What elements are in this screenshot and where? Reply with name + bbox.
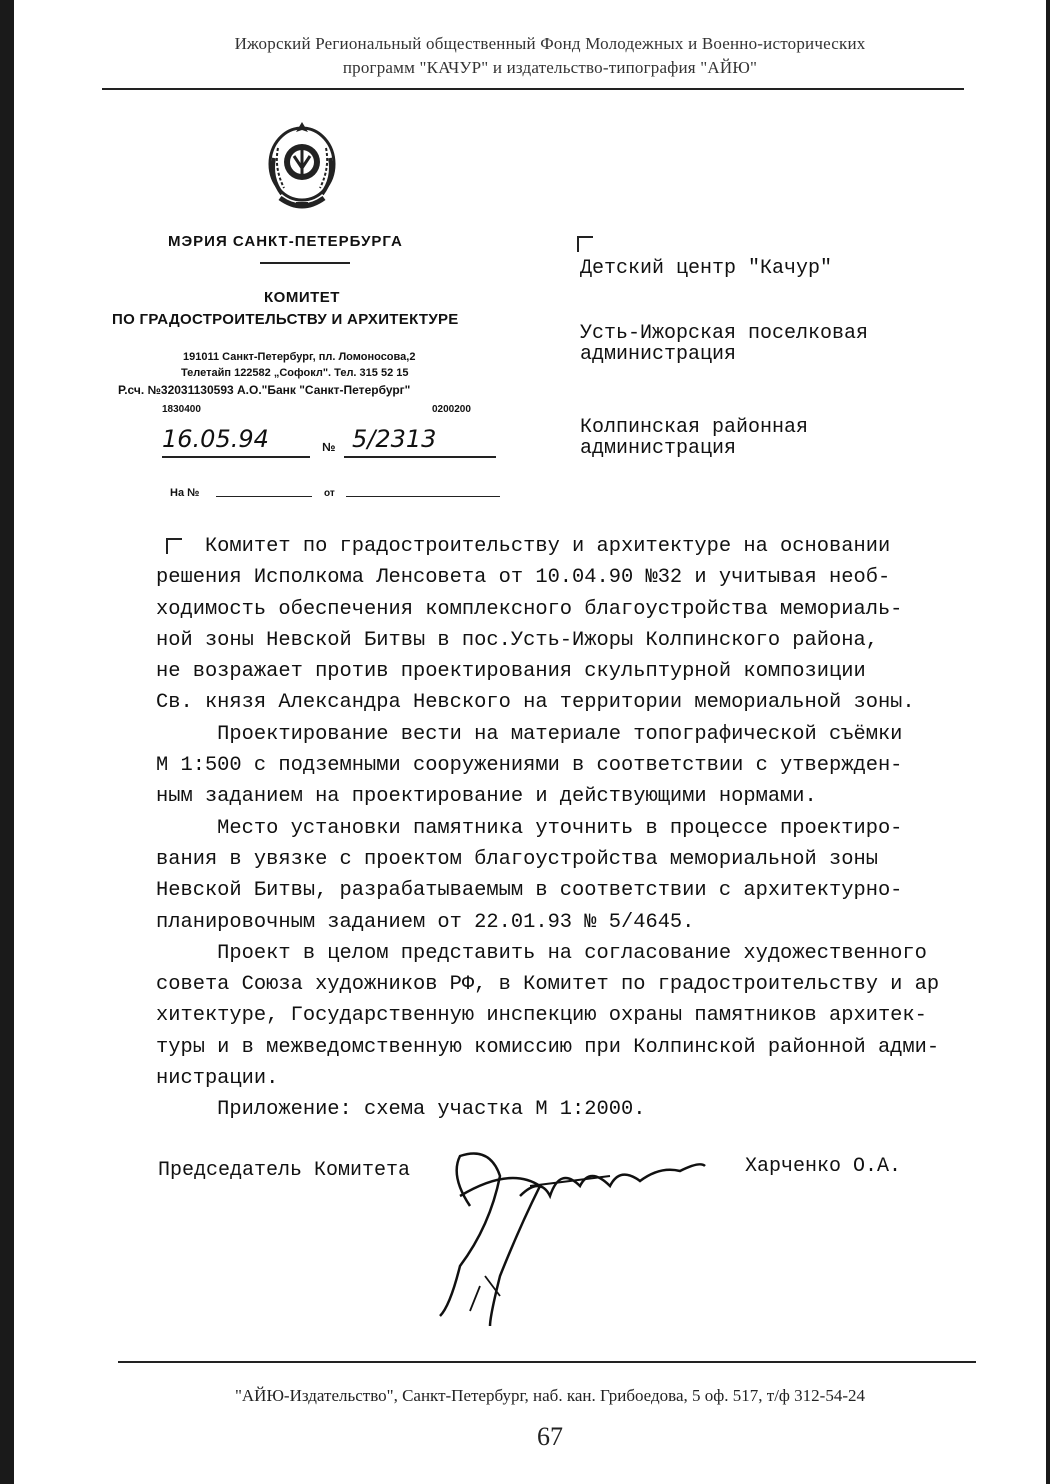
address-corner-mark [577, 236, 593, 252]
body-line: Невской Битвы, разрабатываемым в соответствии с архитектурно- [156, 879, 903, 903]
reply-number-line [216, 496, 312, 497]
body-line: Место установки памятника уточнить в процессе проектиро- [156, 816, 903, 840]
letterhead-divider [260, 262, 350, 264]
body-line: решения Исполкома Ленсовета от 10.04.90 №32 и учитывая необ- [156, 566, 891, 590]
reply-from-line [346, 496, 500, 497]
body-line: Св. князя Александра Невского на территории мемориальной зоны. [156, 691, 915, 715]
body-line: нистрации. [156, 1067, 279, 1091]
bank-code-left: 1830400 [162, 404, 201, 415]
body-line: ной зоны Невской Битвы в пос.Усть-Ижоры Колпинского района, [156, 628, 878, 652]
committee-address: 191011 Санкт-Петербург, пл. Ломоносова,2 [183, 351, 416, 363]
date-underline [162, 456, 310, 458]
number-label: № [322, 440, 336, 454]
publisher-info: "АЙЮ-Издательство", Санкт-Петербург, наб. кан. Грибоедова, 5 оф. 517, т/ф 312-54-24 [234, 1386, 866, 1405]
body-line: ным заданием на проектирование и действующими нормами. [156, 785, 817, 809]
body-line: Комитет по градостроительству и архитектуре на основании [156, 535, 891, 558]
reply-from-label: от [324, 488, 335, 499]
body-line: не возражает против проектирования скульптурной композиции [156, 660, 866, 684]
addressee-2: Усть-Ижорская поселковая администрация [580, 322, 869, 366]
body-line: хитектуре, Государственную инспекцию охраны памятников архитек- [156, 1004, 927, 1028]
body-line: планировочным заданием от 22.01.93 № 5/4645. [156, 910, 695, 934]
body-line: Проект в целом представить на согласование художественного [156, 941, 927, 965]
body-line: М 1:500 с подземными сооружениями в соответствии с утвержден- [156, 754, 903, 778]
coat-of-arms-icon [262, 118, 342, 218]
body-line: туры и в межведомственную комиссию при Колпинской районной адми- [156, 1035, 940, 1059]
signer-name: Харченко О.А. [745, 1155, 902, 1178]
body-line: Проектирование вести на материале топографической съёмки [156, 722, 903, 746]
document-number: 5/2313 [352, 425, 437, 453]
document-date: 16.05.94 [162, 425, 269, 453]
committee-subtitle: ПО ГРАДОСТРОИТЕЛЬСТВУ И АРХИТЕКТУРЕ [112, 311, 459, 328]
header-line-2: программ "КАЧУР" и издательство-типография "АЙЮ" [342, 58, 758, 77]
committee-title: КОМИТЕТ [264, 289, 340, 306]
body-line: Приложение: схема участка М 1:2000. [156, 1098, 646, 1122]
body-line: вания в увязке с проектом благоустройства мемориальной зоны [156, 847, 878, 871]
signer-title: Председатель Комитета [158, 1159, 411, 1182]
handwritten-signature [430, 1136, 720, 1336]
body-line: совета Союза художников РФ, в Комитет по градостроительству и ар [156, 973, 940, 997]
committee-contacts: Телетайп 122582 „Софокл". Тел. 315 52 15 [181, 367, 409, 379]
letter-body [156, 531, 986, 1126]
addressee-3: Колпинская районная администрация [580, 416, 809, 460]
addressee-1: Детский центр "Качур" [580, 257, 833, 280]
page-number: 67 [537, 1422, 563, 1451]
body-line: ходимость обеспечения комплексного благоустройства мемориаль- [156, 597, 903, 621]
number-underline [344, 456, 496, 458]
header-divider [102, 88, 964, 90]
committee-bank-account: Р.сч. №32031130593 А.О."Банк "Санкт-Петербург" [118, 383, 411, 397]
bank-code-right: 0200200 [432, 404, 471, 415]
mayor-office-name: МЭРИЯ САНКТ-ПЕТЕРБУРГА [168, 233, 403, 250]
footer-divider [118, 1361, 976, 1363]
header-line-1: Ижорский Региональный общественный Фонд Молодежных и Военно-исторических [234, 34, 866, 53]
reply-number-label: На № [170, 487, 200, 499]
